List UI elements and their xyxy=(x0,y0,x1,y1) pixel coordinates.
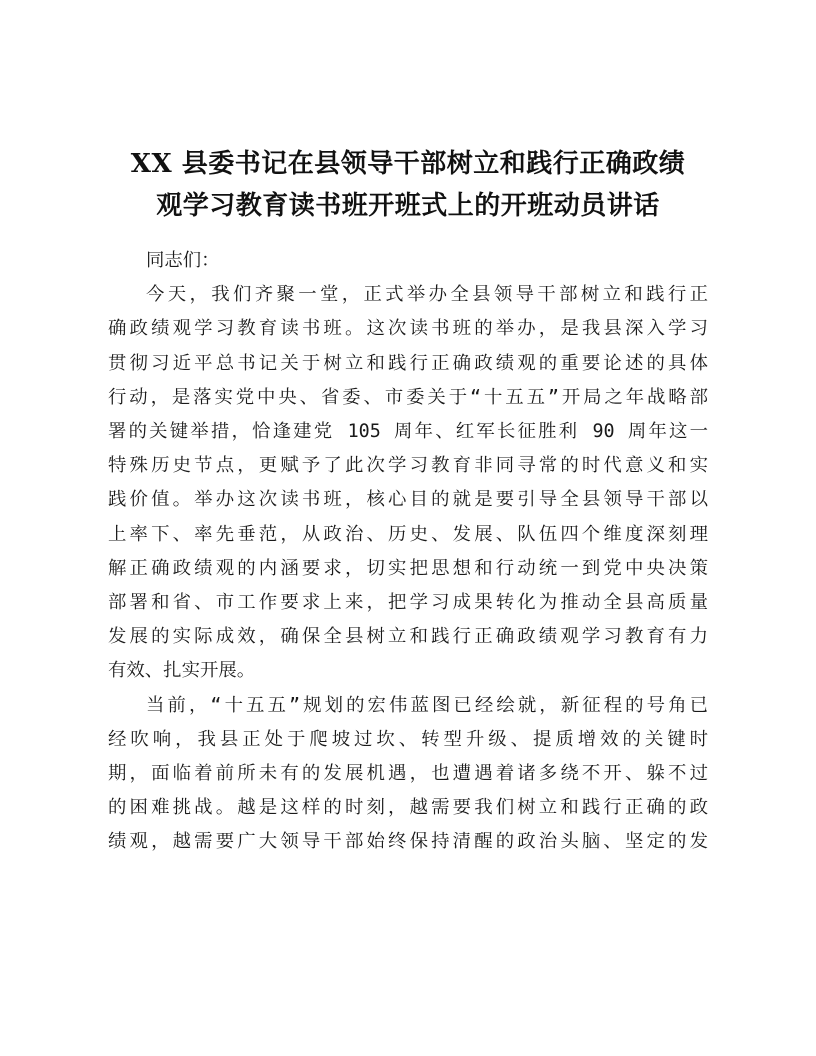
paragraph-line: 上率下、率先垂范，从政治、历史、发展、队伍四个维度深刻理 xyxy=(108,523,708,545)
salutation xyxy=(108,244,708,278)
paragraph-line: 贯彻习近平总书记关于树立和践行正确政绩观的重要论述的具体 xyxy=(108,352,708,374)
title-line: 观学习教育读书班开班式上的开班动员讲话 xyxy=(156,191,660,221)
paragraph-2 xyxy=(108,689,708,860)
paragraph-line: 部署和省、市工作要求上来，把学习成果转化为推动全县高质量 xyxy=(108,592,708,614)
paragraph-line: 当前，“十五五”规划的宏伟蓝图已经绘就，新征程的号角已 xyxy=(146,694,708,716)
paragraph-line: 特殊历史节点，更赋予了此次学习教育非同寻常的时代意义和实 xyxy=(108,455,708,477)
document-body xyxy=(108,244,708,860)
paragraph-line: 的困难挑战。越是这样的时刻，越需要我们树立和践行正确的政 xyxy=(108,797,708,819)
paragraph-line: 今天，我们齐聚一堂，正式举办全县领导干部树立和践行正 xyxy=(146,284,708,306)
paragraph-line: 期，面临着前所未有的发展机遇，也遭遇着诸多绕不开、躲不过 xyxy=(108,763,708,785)
paragraph-line: 绩观，越需要广大领导干部始终保持清醒的政治头脑、坚定的发 xyxy=(108,831,708,853)
paragraph-line: 解正确政绩观的内涵要求，切实把思想和行动统一到党中央决策 xyxy=(108,557,708,579)
paragraph-line: 经吹响，我县正处于爬坡过坎、转型升级、提质增效的关键时 xyxy=(108,728,708,750)
title-line: XX 县委书记在县领导干部树立和践行正确政绩 xyxy=(130,149,686,179)
document-title xyxy=(100,143,716,227)
paragraph-line: 署的关键举措，恰逢建党 105 周年、红军长征胜利 90 周年这一 xyxy=(108,421,708,443)
paragraph-line: 行动，是落实党中央、省委、市委关于“十五五”开局之年战略部 xyxy=(108,386,708,408)
paragraph-line: 发展的实际成效，确保全县树立和践行正确政绩观学习教育有力 xyxy=(108,626,708,648)
paragraph-line: 确政绩观学习教育读书班。这次读书班的举办，是我县深入学习 xyxy=(108,318,708,340)
paragraph-1 xyxy=(108,278,708,688)
paragraph-line: 践价值。举办这次读书班，核心目的就是要引导全县领导干部以 xyxy=(108,489,708,511)
paragraph-line: 有效、扎实开展。 xyxy=(108,660,256,682)
salutation-text: 同志们： xyxy=(146,250,220,271)
